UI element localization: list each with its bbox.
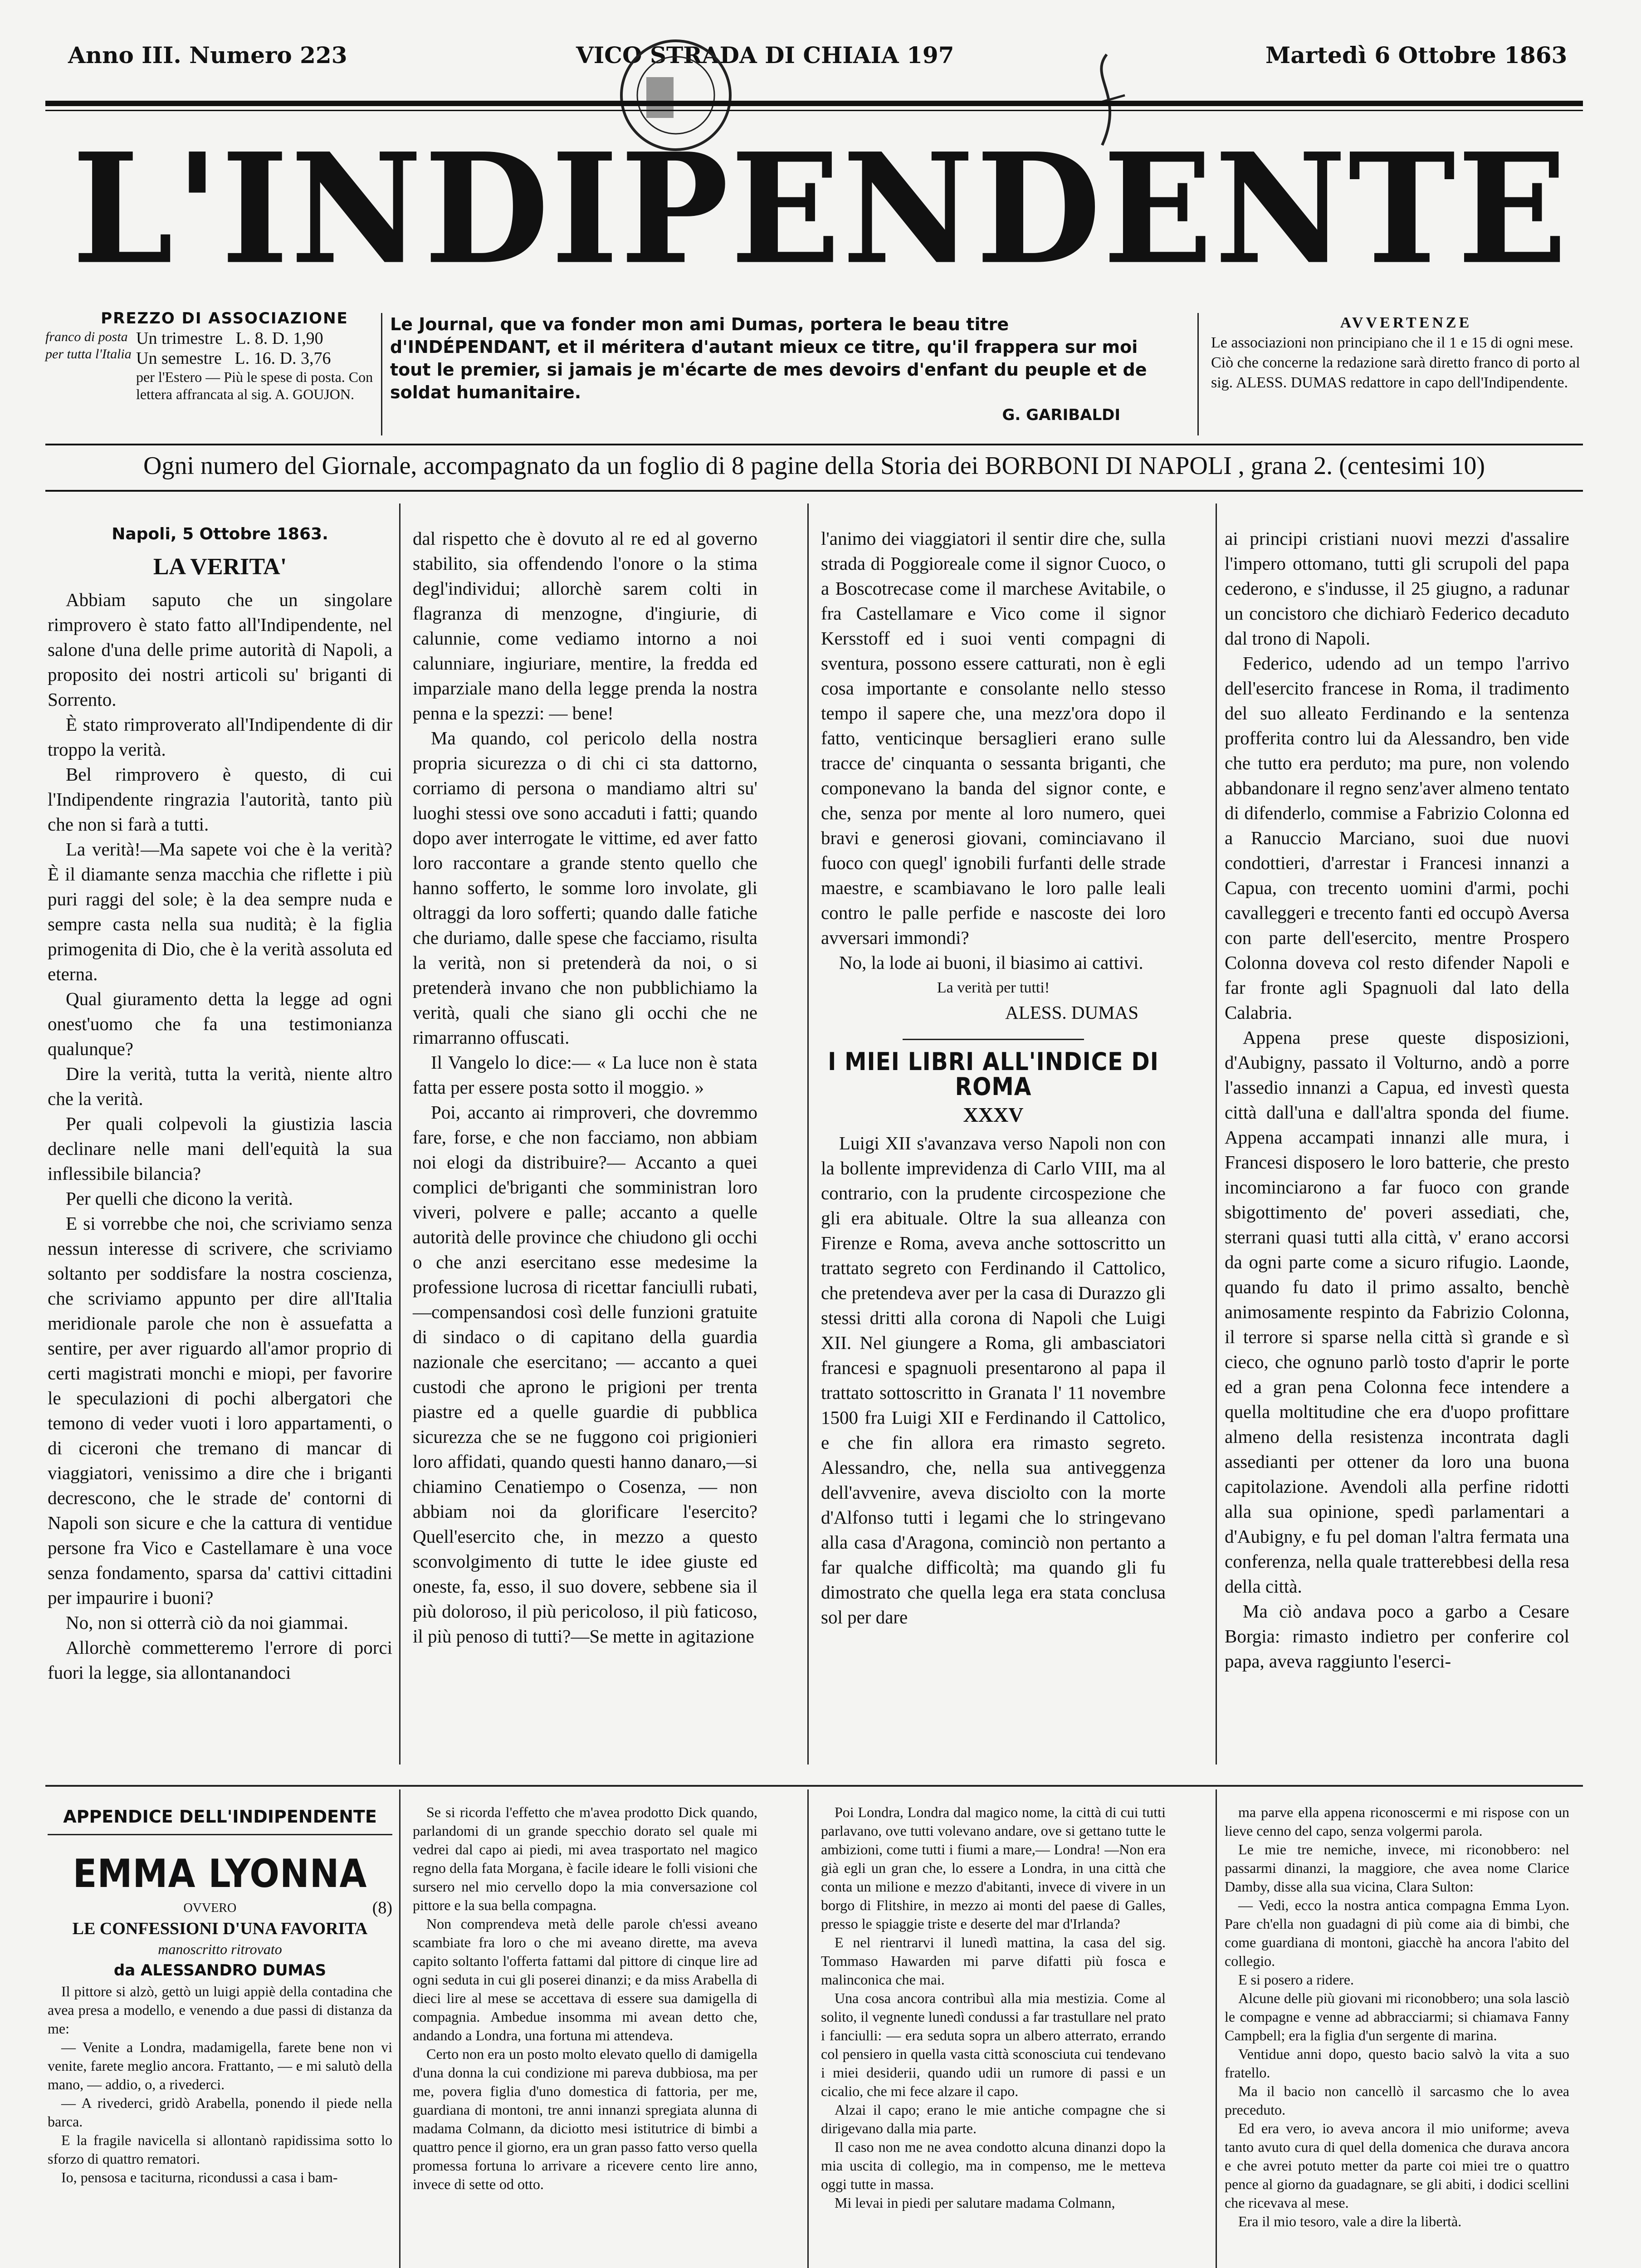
paragraph: Non comprendeva metà delle parole ch'essi aveano scambiate fra loro o che mi aveano dirette, ma aveva capito soltanto l'offerta fattami dal pittore di cinque lire ad ogni seduta in cui gli poserei dinanzi; e da miss Arabella di dieci lire al mese se accettava di essere sua damigella di compagnia. Ambedue insomma mi avean detto che, andando a Londra, una fortuna mi attendeva. <box>413 1916 757 2043</box>
series-number: XXXV <box>963 1103 1024 1126</box>
notice-text-1: Le associazioni non principiano che il 1 e 15 di ogni mese. <box>1211 334 1573 351</box>
paragraph: Una cosa ancora contribuì alla mia mestizia. Come al solito, il vegnente lunedì condussi a far trastullare nel prato i fanciulli: — era seduta sopra un albero atterrato, errando col pensiero in quella vasta città sconosciuta cui tendevano i miei desiderii, quando udii un rumore di passi e un cicalio, che mi fece alzare il capo. <box>821 1990 1166 2099</box>
subscription-foreign: per l'Estero — Più le spese di posta. Con lettera affrancata al sig. A. GOUJON. <box>136 369 373 402</box>
subscription-bar: Ogni numero del Giornale, accompagnato da un foglio di 8 pagine della Storia dei BORBONI DI NAPOLI , grana 2. (centesimi 10) <box>143 452 1485 480</box>
paragraph: — A rivederci, gridò Arabella, ponendo il piede nella barca. <box>48 2095 392 2130</box>
paragraph: Alzai il capo; erano le mie antiche compagne che si dirigevano dalla mia parte. <box>821 2102 1166 2136</box>
paragraph: Ma ciò andava poco a garbo a Cesare Borgia: rimasto indietro per conferire col papa, aveva raggiunto l'eserci- <box>1225 1601 1569 1672</box>
paragraph: Qual giuramento detta la legge ad ogni onest'uomo che fa una testimonianza qualunque? <box>48 988 392 1059</box>
paragraph: Abbiam saputo che un singolare rimprovero è stato fatto all'Indipendente, nel salone d'una delle prime autorità di Napoli, a proposito dei nostri articoli su' briganti di Sorrento. <box>48 589 392 710</box>
appendix-column-4 <box>1225 1803 1569 2231</box>
paragraph: Appena prese queste disposizioni, d'Aubigny, passato il Volturno, andò a porre l'assedio innanzi a Capua, ed investì questa città dall'una e dall'altra sponda del fiume. Appena accampati innanzi alle mura, i Francesi disposero le loro batterie, che presto incominciarono a far fuoco con grande sbigottimento de' poveri assediati, che, sterrani quasi tutti alla città, v' erano accorsi da ogni parte come a sicuro rifugio. Laonde, quando fu dato il primo assalto, benchè animosamente respinto da Fabrizio Colonna, il terrore si sparse nella città sì grande e sì cieco, che ognuno parlò tosto d'aprir le porte ed a gran pena Colonna fece intendere a quella moltitudine che era d'uopo profittare almeno della resistenza incontrata dagli assedianti per ottener da loro una buona capitolazione. Avendoli alla perfine ridotti alla sua opinione, spedì parlamentari a d'Aubigny, e fu pel doman l'altra fermata una conferenza, nella quale tratterebbesi della resa della città. <box>1225 1027 1569 1597</box>
signature-line: La verità per tutti! <box>937 979 1050 996</box>
paragraph: E la fragile navicella si allontanò rapidissima sotto lo sforzo di quattro rematori. <box>48 2132 392 2167</box>
header-rule-thin <box>45 110 1583 111</box>
paragraph: Poi Londra, Londra dal magico nome, la città di cui tutti parlavano, ove tutti volevano andare, ove si gettano tutte le ambizioni, come tutti i fiumi a mare,— Londra! —Non era già egli un gran che, lo essere a Londra, in una città che conta un milione e mezzo d'abitanti, invece di vivere in un borgo di Flitshire, in mezzo ai monti del paese di Galles, presso le spiaggie triste e deserte del mar d'Irlanda? <box>821 1804 1166 1932</box>
appendix-title-rule <box>48 1834 392 1835</box>
paragraph: Io, pensosa e taciturna, ricondussi a casa i bam- <box>61 2169 338 2185</box>
article-dateline: Napoli, 5 Ottobre 1863. <box>112 525 328 543</box>
subscription-box <box>45 308 404 445</box>
masthead-title: L'INDIPENDENTE <box>72 119 1569 298</box>
subscription-prices <box>132 328 404 403</box>
price-period: Un trimestre <box>136 329 223 348</box>
price-value: L. 16. D. 3,76 <box>234 349 331 368</box>
paragraph: l'animo dei viaggiatori il sentir dire che, sulla strada di Poggioreale come il signor Cuoco, o a Boscotrecase come il marchese Avitabile, o fra Castellamare e Vico come il signor Kersstoff ed i suoi venti compagni di sventura, possono essere catturati, non è egli cosa importante e consolante nello stesso tempo il sapere che, una mezz'ora dopo il fatto, venticinque bersaglieri erano sulle tracce de' cinquanta o sessanta briganti, che componevano la banda del signor conte, e che, senza por mente al loro numero, quei bravi e generosi giovani, cominciavano il fuoco con quegl' ignobili furfanti delle strade maestre, e scambiavano le loro palle leali contro le palle perfide e nascoste dei loro avversari immondi? <box>821 528 1166 948</box>
paragraph: Il Vangelo lo dice:— « La luce non è stata fatta per essere posta sotto il moggio. » <box>413 1052 757 1098</box>
article-column-3 <box>821 526 1166 1630</box>
paragraph: ma parve ella appena riconoscermi e mi rispose con un lieve cenno del capo, senza volgermi parola. <box>1225 1804 1569 1839</box>
price-row <box>136 348 404 368</box>
paragraph: Bel rimprovero è questo, di cui l'Indipendente ringrazia l'autorità, tanto più che non si farà a tutti. <box>48 764 392 835</box>
notice-title: AVVERTENZE <box>1340 314 1472 331</box>
ovvero-text: OVVERO <box>183 1901 237 1915</box>
column-rule <box>1216 1789 1217 2268</box>
paragraph: ai principi cristiani nuovi mezzi d'assalire l'impero ottomano, tutti gli scrupoli del papa cederono, e s'indusse, il 25 giugno, a radunar un concistoro che dichiarò Federico decaduto dal trono di Napoli. <box>1225 528 1569 649</box>
paragraph: È stato rimproverato all'Indipendente di dir troppo la verità. <box>48 714 392 760</box>
address: VICO STRADA DI CHIAIA 197 <box>576 42 954 68</box>
motto-signature: G. GARIBALDI <box>1002 406 1120 424</box>
signature-author: ALESS. DUMAS <box>1005 1002 1138 1023</box>
price-value: L. 8. D. 1,90 <box>235 329 323 348</box>
price-row <box>136 328 404 348</box>
paragraph: — Venite a Londra, madamigella, farete bene non vi venite, farete meglio ancora. Frattanto, — e mi salutò della mano, — addio, o, a rivederci. <box>48 2039 392 2092</box>
column-rule <box>399 503 400 1765</box>
paragraph: Per quelli che dicono la verità. <box>66 1188 293 1209</box>
paragraph: Poi, accanto ai rimproveri, che dovremmo fare, forse, e che non facciamo, non abbiam noi elogi da distribuire?— Accanto a quei complici de'briganti che somministran loro viveri, polvere e palle; accanto a quelle autorità delle province che chiudono gli occhi o che anzi esercitano esse medesime la professione lucrosa di ricettar fanciulli rubati,—compensandosi così delle funzioni gratuite di sindaco o di capitano della guardia nazionale che esercitano; — accanto a quei custodi che aprono le prigioni per trenta piastre ed a quelle guardie di pubblica sicurezza che se ne fuggono coi prigionieri loro affidati, quando questi hanno danaro,—si chiamino Cenatiempo o Cosenza, — non abbiam noi da glorificare l'esercito? Quell'esercito che, in mezzo a questo sconvolgimento di tutte le idee giuste ed oneste, fa, esso, il suo dovere, sebbene sia il più doloroso, il più pericoloso, il più faticoso, il più penoso di tutti?—Se mette in agitazione <box>413 1102 757 1647</box>
novel-found: manoscritto ritrovato <box>158 1941 282 1957</box>
appendix-title: APPENDICE DELL'INDIPENDENTE <box>63 1807 377 1827</box>
article-column-2 <box>413 526 757 1649</box>
paragraph: dal rispetto che è dovuto al re ed al governo stabilito, sia offendendo l'onore o la stima degl'individui; allorchè sarem colti in flagranza di menzogne, d'ingiurie, di calunnie, come vediamo intorno a noi calunniare, ingiuriare, mentire, la fredda ed imparziale mano della legge prenda la nostra penna e la spezzi: — bene! <box>413 528 757 723</box>
box-divider <box>1197 313 1199 435</box>
notice-text-2: Ciò che concerne la redazione sarà diretto franco di porto al sig. ALESS. DUMAS redattore in capo dell'Indipendente. <box>1211 354 1580 391</box>
paragraph: Il pittore si alzò, gettò un luigi appiè della contadina che avea presa a modello, e venendo a due passi di distanza da me: <box>48 1983 392 2037</box>
paragraph: Per quali colpevoli la giustizia lascia declinare nelle mani dell'equità la sua inflessibile bilancia? <box>48 1113 392 1184</box>
paragraph: Dire la verità, tutta la verità, niente altro che la verità. <box>48 1063 392 1109</box>
paragraph: Il caso non me ne avea condotto alcuna dinanzi dopo la mia uscita di collegio, ma in compenso, me le metteva oggi tutte in massa. <box>821 2139 1166 2192</box>
column-rule <box>807 1789 809 2268</box>
paragraph: Ventidue anni dopo, questo bacio salvò la vita a suo fratello. <box>1225 2046 1569 2081</box>
installment-number: (8) <box>372 1898 392 1917</box>
price-period: Un semestre <box>136 349 222 368</box>
notice-box <box>1211 313 1601 435</box>
novel-ovvero <box>48 1899 392 1917</box>
appendix-column-3 <box>821 1803 1166 2212</box>
paragraph: Luigi XII s'avanzava verso Napoli non con la bollente imprevidenza di Carlo VIII, ma al contrario, con la prudente circospezione che gli era abituale. Oltre la sua alleanza con Firenze e Roma, aveva anche sottoscritto un trattato segreto con Ferdinando il Cattolico, che pretendeva aver per la casa di Durazzo gli stessi dritti alla corona di Napoli che Luigi XII. Nel giungere a Roma, gli ambasciatori francesi e spagnuoli presentarono al papa il trattato sottoscritto in Granata l' 11 novembre 1500 fra Luigi XII e Ferdinando il Cattolico, e che fin allora era rimasto segreto. Alessandro, che, nella sua antiveggenza dell'avvenire, aveva disciolto con la morte d'Alfonso tutti i legami che lo stringevano alla casa d'Aragona, cominciò non pertanto a far qualche difficoltà; ma quando gli fu dimostrato che quella lega era stata conclusa sol per dare <box>821 1133 1166 1628</box>
box-divider <box>381 313 382 435</box>
paragraph: Alcune delle più giovani mi riconobbero; una sola lasciò le compagne e venne ad abbracciarmi; si chiamava Fanny Campbell; era la figlia d'un sergente di marina. <box>1225 1990 1569 2043</box>
novel-title: EMMA LYONNA <box>73 1851 367 1897</box>
article-column-4 <box>1225 526 1569 1674</box>
appendix-column-2 <box>413 1803 757 2194</box>
series-heading: I MIEI LIBRI ALL'INDICE DI ROMA <box>828 1047 1159 1101</box>
novel-subtitle: LE CONFESSIONI D'UNA FAVORITA <box>72 1919 368 1938</box>
paragraph: Mi levai in piedi per salutare madama Colmann, <box>835 2195 1115 2211</box>
paragraph: E si vorrebbe che noi, che scriviamo senza nessun interesse di scrivere, che scriviamo soltanto per soddisfare la nostra coscienza, che scriviamo appunto per dire all'Italia meridionale parole che non è assuefatta a sentire, per aver riguardo all'amor proprio di certi magistrati monchi e miopi, per favorire le speculazioni di pochi albergatori che temono di veder vuoti i loro appartamenti, o di ciceroni che tremano di mancar di viaggiatori, venissimo a dire che i briganti decrescono, che le strade de' contorni di Napoli son sicure e che la cattura di ventidue persone fra Vico e Castellamare è una voce senza fondamento, sparsa da' cattivi cittadini per impaurire i buoni? <box>48 1213 392 1608</box>
column-rule <box>807 503 809 1765</box>
paragraph: E si posero a ridere. <box>1238 1971 1354 1988</box>
paragraph: No, non si otterrà ciò da noi giammai. <box>66 1612 348 1633</box>
subscription-note: franco di posta per tutta l'Italia <box>45 329 132 362</box>
paragraph: Ma quando, col pericolo della nostra propria sicurezza o di chi ci sta dattorno, corriamo di persona o mandiamo altri su' luoghi stessi ove sono accaduti i fatti; quando dopo aver interrogate le vittime, ed aver fatto loro raccontare a grande stento quello che hanno sofferto, le somme loro involate, gli oltraggi da loro sofferti; quando dalle fatiche che duriamo, dalle spese che facciamo, risulta la verità, non si pretenderà da noi, o si pretenderà invano che non pubblichiamo la verità, quali che siano gli occhi che ne rimarranno offuscati. <box>413 728 757 1048</box>
paragraph: No, la lode ai buoni, il biasimo ai cattivi. <box>839 952 1143 973</box>
paragraph: Allorchè commetteremo l'errore di porci fuori la legge, sia allontanandoci <box>48 1637 392 1683</box>
issue-date: Martedì 6 Ottobre 1863 <box>1265 42 1568 68</box>
paragraph: — Vedi, ecco la nostra antica compagna Emma Lyon. Pare ch'ella non guadagni di più come aia di bimbi, che come guardiana di montoni, giacchè ha ancora l'abito del collegio. <box>1225 1897 1569 1969</box>
paragraph: Certo non era un posto molto elevato quello di damigella d'una donna la cui condizione mi pareva dubbiosa, ma per me, povera figlia d'uno domestica di fattoria, per me, guardiana di montoni, tre anni innanzi spregiata alunna di madama Colmann, da diciotto mesi istitutrice di bimbi a quattro pence il giorno, era un gran passo fatto verso quella promessa fortuna lo arrivare a ricevere cento lire anno, invece di sette od otto. <box>413 2046 757 2192</box>
paragraph: Se si ricorda l'effetto che m'avea prodotto Dick quando, parlandomi di un grande specchio dorato sel quale mi vedrei dal capo ai piedi, mi avea trasportato nel magico regno della fata Morgana, è facile ideare le folli visioni che sursero nel mio cervello dopo la mia conversazione col pittore e la sua bella compagna. <box>413 1804 757 1913</box>
paragraph: Era il mio tesoro, vale a dire la libertà. <box>1238 2213 1462 2229</box>
novel-author: da ALESSANDRO DUMAS <box>113 1961 327 1980</box>
appendix-column-1 <box>48 1803 392 2187</box>
paragraph: Ma il bacio non cancellò il sarcasmo che lo avea preceduto. <box>1225 2083 1569 2118</box>
issue-number: Anno III. Numero 223 <box>68 42 347 68</box>
subscription-title: PREZZO DI ASSOCIAZIONE <box>101 309 348 327</box>
article-heading: LA VERITA' <box>153 554 287 580</box>
appendix-rule <box>45 1785 1583 1787</box>
garibaldi-motto <box>390 313 1161 431</box>
paragraph: Le mie tre nemiche, invece, mi riconobbero: nel passarmi dinanzi, la maggiore, che avea nome Clarice Damby, disse alla sua vicina, Clara Sulton: <box>1225 1841 1569 1895</box>
column-rule <box>399 1789 400 2268</box>
column-rule <box>1216 503 1217 1765</box>
paragraph: La verità!—Ma sapete voi che è la verità? È il diamante senza macchia che riflette i più puri raggi del sole; è la dea sempre nuda e sempre casta nella sua nudità; è la figlia primogenita di Dio, che è la verità assoluta ed eterna. <box>48 839 392 984</box>
paragraph: Ed era vero, io aveva ancora il mio uniforme; aveva tanto avuto cura di quel della domenica che durava ancora e che avrei potuto metter da parte coi miei tre o quattro pence al giorno da guadagnare, se gli abiti, i dodici scellini che ricevava al mese. <box>1225 2120 1569 2211</box>
subscription-rows <box>45 328 404 403</box>
section-divider <box>903 1039 1084 1040</box>
paragraph: E nel rientrarvi il lunedì mattina, la casa del sig. Tommaso Hawarden mi parve difatti più fosca e malinconica che mai. <box>821 1934 1166 1988</box>
motto-text: Le Journal, que va fonder mon ami Dumas, portera le beau titre d'INDÉPENDANT, et il méritera d'autant mieux ce titre, qu'il frappera sur moi tout le premier, si jamais je m'écarte de mes devoirs d'enfant du peuple et de soldat humanitaire. <box>390 314 1147 402</box>
bar-rule-top <box>45 444 1583 445</box>
bar-rule-bottom <box>45 490 1583 492</box>
article-column-1 <box>48 522 392 1685</box>
header-rule <box>45 101 1583 106</box>
paragraph: Federico, udendo ad un tempo l'arrivo dell'esercito francese in Roma, il tradimento del suo alleato Ferdinando e la sentenza profferita contro lui da Alessandro, ben vide che tutto era perduto; ma pure, non volendo abbandonare il regno senz'aver almeno tentato di difenderlo, commise a Fabrizio Colonna ed a Ranuccio Marciano, suoi due nuovi condottieri, d'arrestar i Francesi innanzi a Capua, con trecento uomini d'armi, pochi cavalleggeri e trecento fanti ed occupò Aversa con parte dell'esercito, mentre Prospero Colonna doveva col resto difender Napoli e far fronte agli Spagnuoli dal lato della Calabria. <box>1225 653 1569 1023</box>
